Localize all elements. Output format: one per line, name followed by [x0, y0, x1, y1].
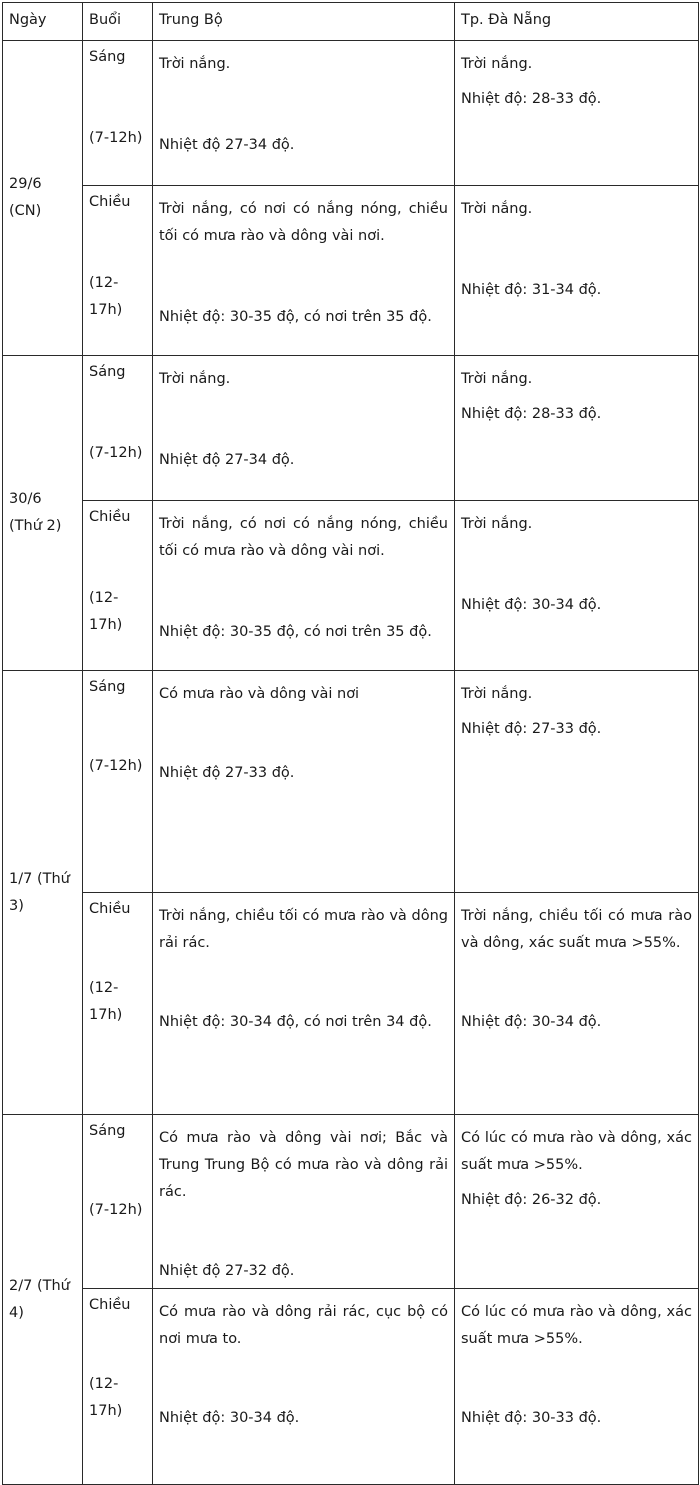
table-row	[3, 41, 699, 186]
weather-text: Trời nắng, có nơi có nắng nóng, chiều tối có mưa rào và dông vài nơi.	[159, 201, 448, 244]
temperature-text: Nhiệt độ: 30-33 độ.	[461, 1410, 602, 1426]
weather-text: Trời nắng.	[461, 56, 533, 72]
temperature-text: Nhiệt độ 27-33 độ.	[159, 765, 295, 781]
temperature-text: Nhiệt độ: 27-33 độ.	[461, 721, 602, 737]
temperature-text: Nhiệt độ 27-34 độ.	[159, 137, 295, 153]
session-name: Chiều	[89, 901, 131, 917]
weather-text: Trời nắng, chiều tối có mưa rào và dông, xác suất mưa >55%.	[461, 908, 692, 951]
central-region-cell	[153, 501, 455, 671]
table-row	[3, 186, 699, 356]
date-cell: 30/6 (Thứ 2)	[3, 356, 83, 671]
date-cell: 2/7 (Thứ 4)	[3, 1115, 83, 1485]
session-time: (7-12h)	[89, 130, 143, 146]
temperature-text: Nhiệt độ: 28-33 độ.	[461, 91, 602, 107]
central-region-cell	[153, 671, 455, 893]
da-nang-cell	[455, 1289, 699, 1485]
session-name: Sáng	[89, 49, 126, 65]
weather-text: Trời nắng.	[461, 201, 533, 217]
session-name: Sáng	[89, 679, 126, 695]
temperature-text: Nhiệt độ: 30-34 độ, có nơi trên 34 độ.	[159, 1014, 432, 1030]
session-cell	[83, 41, 153, 186]
header-row	[3, 3, 699, 41]
session-name: Sáng	[89, 1123, 126, 1139]
temperature-text: Nhiệt độ: 30-34 độ.	[461, 597, 602, 613]
temperature-text: Nhiệt độ: 30-34 độ.	[159, 1410, 300, 1426]
header-session: Buổi	[83, 3, 153, 41]
temperature-text: Nhiệt độ: 30-35 độ, có nơi trên 35 độ.	[159, 624, 432, 640]
temperature-text: Nhiệt độ 27-32 độ.	[159, 1263, 295, 1279]
weather-forecast-table	[2, 2, 699, 1485]
central-region-cell	[153, 1289, 455, 1485]
weather-text: Trời nắng.	[461, 371, 533, 387]
central-region-cell	[153, 186, 455, 356]
session-cell	[83, 356, 153, 501]
session-time: (12-17h)	[89, 275, 123, 318]
weather-text: Trời nắng.	[461, 516, 533, 532]
session-cell	[83, 893, 153, 1115]
weather-text: Trời nắng.	[159, 56, 231, 72]
session-cell	[83, 671, 153, 893]
da-nang-cell	[455, 893, 699, 1115]
session-name: Chiều	[89, 509, 131, 525]
session-cell	[83, 1289, 153, 1485]
temperature-text: Nhiệt độ: 31-34 độ.	[461, 282, 602, 298]
weather-text: Trời nắng.	[461, 686, 533, 702]
central-region-cell	[153, 41, 455, 186]
da-nang-cell	[455, 41, 699, 186]
session-time: (7-12h)	[89, 758, 143, 774]
session-time: (7-12h)	[89, 1202, 143, 1218]
table-row	[3, 893, 699, 1115]
weather-text: Có lúc có mưa rào và dông, xác suất mưa >55%.	[461, 1130, 692, 1173]
central-region-cell	[153, 1115, 455, 1289]
table-row	[3, 671, 699, 893]
table-row	[3, 1115, 699, 1289]
weather-text: Có lúc có mưa rào và dông, xác suất mưa >55%.	[461, 1304, 692, 1347]
da-nang-cell	[455, 356, 699, 501]
session-cell	[83, 1115, 153, 1289]
session-time: (12-17h)	[89, 590, 123, 633]
weather-text: Trời nắng.	[159, 371, 231, 387]
central-region-cell	[153, 356, 455, 501]
central-region-cell	[153, 893, 455, 1115]
table-row	[3, 1289, 699, 1485]
table-body	[3, 41, 699, 1485]
da-nang-cell	[455, 1115, 699, 1289]
date-cell: 29/6 (CN)	[3, 41, 83, 356]
date-cell: 1/7 (Thứ 3)	[3, 671, 83, 1115]
session-cell	[83, 186, 153, 356]
da-nang-cell	[455, 186, 699, 356]
session-name: Sáng	[89, 364, 126, 380]
session-time: (12-17h)	[89, 1376, 123, 1419]
weather-text: Trời nắng, chiều tối có mưa rào và dông rải rác.	[159, 908, 448, 951]
temperature-text: Nhiệt độ: 26-32 độ.	[461, 1192, 602, 1208]
temperature-text: Nhiệt độ: 30-35 độ, có nơi trên 35 độ.	[159, 309, 432, 325]
header-date: Ngày	[3, 3, 83, 41]
session-time: (7-12h)	[89, 445, 143, 461]
weather-text: Trời nắng, có nơi có nắng nóng, chiều tối có mưa rào và dông vài nơi.	[159, 516, 448, 559]
da-nang-cell	[455, 671, 699, 893]
table-row	[3, 356, 699, 501]
session-cell	[83, 501, 153, 671]
weather-text: Có mưa rào và dông vài nơi	[159, 686, 360, 702]
weather-text: Có mưa rào và dông rải rác, cục bộ có nơi mưa to.	[159, 1304, 448, 1347]
temperature-text: Nhiệt độ 27-34 độ.	[159, 452, 295, 468]
header-da-nang: Tp. Đà Nẵng	[455, 3, 699, 41]
temperature-text: Nhiệt độ: 28-33 độ.	[461, 406, 602, 422]
da-nang-cell	[455, 501, 699, 671]
session-time: (12-17h)	[89, 980, 123, 1023]
table-row	[3, 501, 699, 671]
header-central-region: Trung Bộ	[153, 3, 455, 41]
session-name: Chiều	[89, 194, 131, 210]
weather-text: Có mưa rào và dông vài nơi; Bắc và Trung Trung Bộ có mưa rào và dông rải rác.	[159, 1130, 448, 1200]
session-name: Chiều	[89, 1297, 131, 1313]
temperature-text: Nhiệt độ: 30-34 độ.	[461, 1014, 602, 1030]
